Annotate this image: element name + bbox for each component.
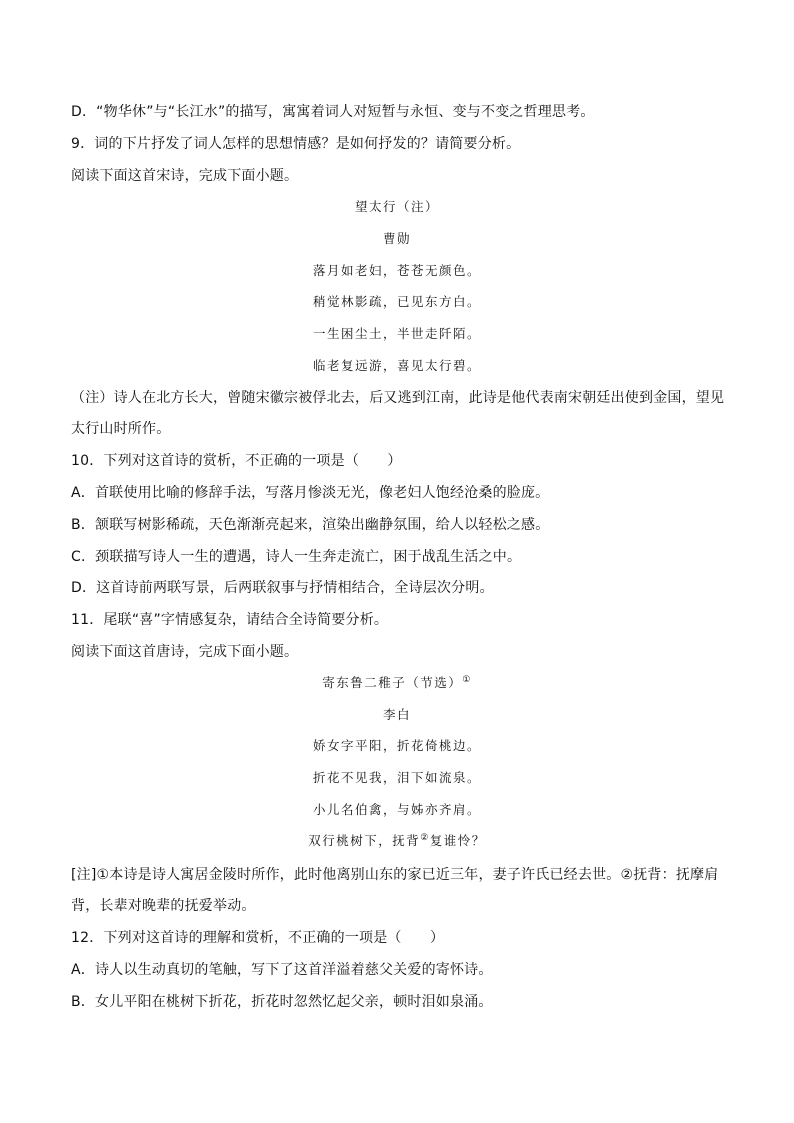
poem2-author: 李白 [382,707,411,722]
poem1-author: 曹勋 [382,231,411,246]
poem1-note-line-2: 太行山时所作。 [71,421,171,437]
poem2-title-row [0,674,794,692]
q11-question: 11．尾联“喜”字情感复杂，请结合全诗简要分析。 [71,612,389,628]
q10-option-c: C．颈联描写诗人一生的遭遇，诗人一生奔走流亡，困于战乱生活之中。 [71,549,522,565]
poem2-title-footnote-mark: ① [462,674,472,685]
poem2-title: 寄东鲁二稚子（节选） [322,675,463,690]
poem1-line-1: 落月如老妇，苍苍无颜色。 [312,263,481,278]
poem1-note-line-1: （注）诗人在北方长大，曾随宋徽宗被俘北去，后又逃到江南，此诗是他代表南宋朝廷出使到金国，望见 [71,390,725,406]
q8-option-d: D．“物华休”与“长江水”的描写，寓寓着词人对短暂与永恒、变与不变之哲理思考。 [71,104,595,120]
poem1-title: 望太行（注） [354,199,439,214]
q12-option-b: B．女儿平阳在桃树下折花，折花时忽然忆起父亲，顿时泪如泉涌。 [71,994,493,1010]
poem1-line-3: 一生困尘土，半世走阡陌。 [312,326,481,341]
poem2-line-4-footnote-mark: ② [420,832,430,843]
poem2-intro: 阅读下面这首唐诗，完成下面小题。 [71,644,299,660]
q12-option-a: A．诗人以生动真切的笔触，写下了这首洋溢着慈父关爱的寄怀诗。 [71,962,493,978]
q10-option-a: A．首联使用比喻的修辞手法，写落月惨淡无光，像老妇人饱经沧桑的脸庞。 [71,485,550,501]
poem2-line-4-after: 复谁怜？ [429,833,486,848]
poem2-note-line-1: [注]①本诗是诗人寓居金陵时所作，此时他离别山东的家已近三年，妻子许氏已经去世。②抚背：抚摩肩 [71,867,719,883]
poem2-line-1: 娇女字平阳，折花倚桃边。 [312,738,481,753]
poem1-line-4: 临老复远游，喜见太行碧。 [312,358,481,373]
q10-option-b: B．颔联写树影稀疏，天色渐渐亮起来，渲染出幽静氛围，给人以轻松之感。 [71,517,550,533]
q10-option-d: D．这首诗前两联写景，后两联叙事与抒情相结合，全诗层次分明。 [71,580,494,596]
q10-stem: 10．下列对这首诗的赏析，不正确的一项是（ ） [71,453,402,469]
poem2-note-line-2: 背，长辈对晚辈的抚爱举动。 [71,898,256,914]
q12-stem: 12．下列对这首诗的理解和赏析，不正确的一项是（ ） [71,930,445,946]
poem2-line-3: 小儿名伯禽，与姊亦齐肩。 [312,802,481,817]
poem2-line-4 [0,832,794,850]
q9-question: 9．词的下片抒发了词人怎样的思想情感？是如何抒发的？请简要分析。 [71,136,521,152]
poem1-intro: 阅读下面这首宋诗，完成下面小题。 [71,168,299,184]
poem2-line-4-before: 双行桃树下，抚背 [308,833,421,848]
poem1-line-2: 稍觉林影疏，已见东方白。 [312,294,481,309]
poem2-line-2: 折花不见我，泪下如流泉。 [312,770,481,785]
